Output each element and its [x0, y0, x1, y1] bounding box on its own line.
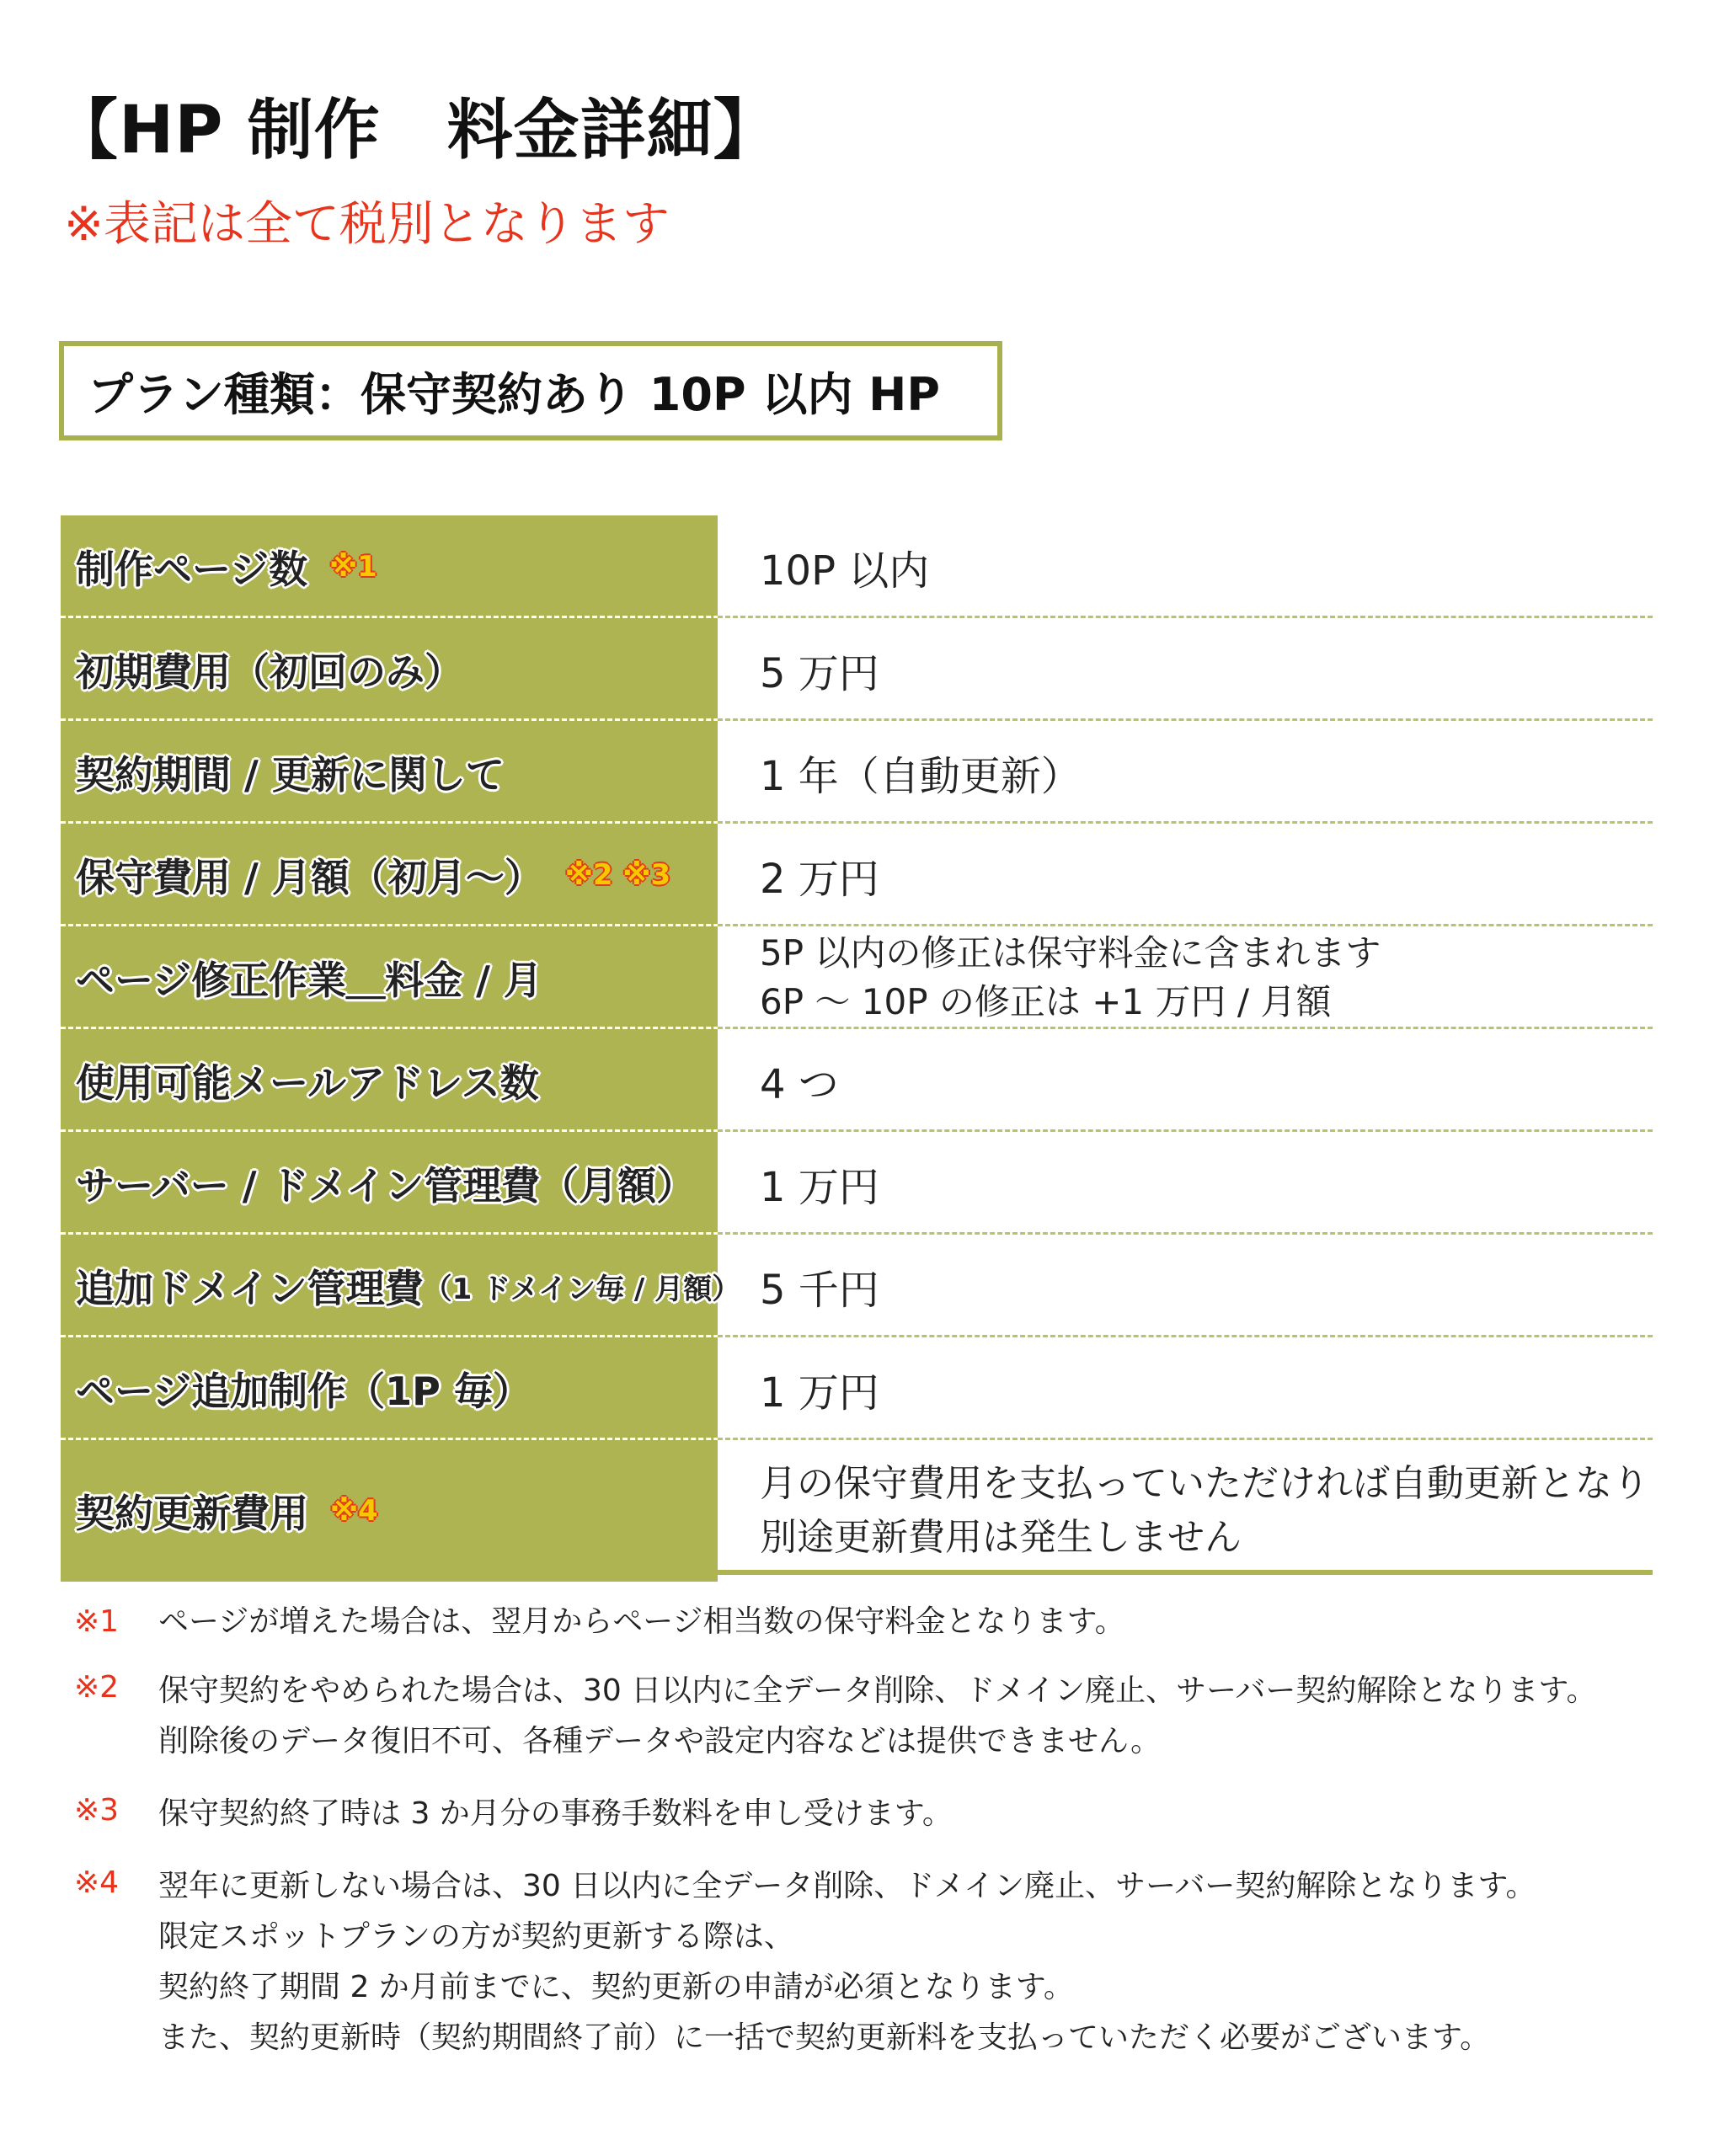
page-title: 【HP 制作 料金詳細】 [52, 93, 780, 168]
row-label: ページ追加制作（1P 毎） [61, 1337, 718, 1440]
table-row [61, 618, 1653, 721]
row-label: 契約期間 / 更新に関して [61, 721, 718, 824]
row-value: 5P 以内の修正は保守料金に含まれます 6P 〜 10P の修正は +1 万円 / 月額 [760, 932, 1381, 1022]
footnote-text: ページが増えた場合は、翌月からページ相当数の保守料金となります。 [158, 1604, 1125, 1639]
table-row [61, 1132, 1653, 1235]
row-label: 契約更新費用 ※4 [61, 1440, 718, 1582]
table-row [61, 1235, 1653, 1337]
footnote-text: 保守契約終了時は 3 か月分の事務手数料を申し受けます。 [158, 1796, 953, 1831]
footnotes [74, 1600, 1675, 2085]
row-value: 月の保守費用を支払っていただければ自動更新となり 別途更新費用は発生しません [760, 1462, 1649, 1559]
row-value: 1 年（自動更新） [760, 752, 1082, 800]
row-label: 保守費用 / 月額（初月〜） ※2 ※3 [61, 824, 718, 926]
table-row [61, 515, 1653, 618]
footnote [74, 1600, 1675, 1644]
row-label: 使用可能メールアドレス数 [61, 1029, 718, 1132]
footnote-text: 保守契約をやめられた場合は、30 日以内に全データ削除、ドメイン廃止、サーバー契約解除となります。 削除後のデータ復旧不可、各種データや設定内容などは提供できません。 [158, 1673, 1597, 1758]
footnote-mark: ※3 [74, 1793, 120, 1828]
footnote [74, 1861, 1675, 2063]
table-row [61, 1440, 1653, 1582]
row-value: 5 万円 [760, 649, 879, 697]
plan-type-label: プラン種類：保守契約あり 10P 以内 HP [88, 367, 940, 421]
table-bottom-rule [61, 1570, 1653, 1575]
row-label: 追加ドメイン管理費 （1 ドメイン毎 / 月額） [61, 1235, 718, 1337]
row-label: ページ修正作業＿料金 / 月 [61, 926, 718, 1029]
row-value: 1 万円 [760, 1163, 879, 1211]
pricing-table [61, 515, 1653, 1582]
row-value: 2 万円 [760, 855, 879, 903]
footnote-mark: ※4 [74, 1865, 120, 1900]
footnote-mark: ※1 [74, 1604, 120, 1639]
row-label: 制作ページ数 ※1 [61, 515, 718, 618]
table-row [61, 1337, 1653, 1440]
footnote-mark: ※2 ※3 [564, 858, 671, 892]
footnote [74, 1666, 1675, 1767]
row-label: サーバー / ドメイン管理費（月額） [61, 1132, 718, 1235]
table-row [61, 721, 1653, 824]
footnote [74, 1789, 1675, 1839]
tax-note: ※表記は全て税別となります [64, 197, 670, 252]
row-value: 4 つ [760, 1060, 839, 1108]
row-label: 初期費用（初回のみ） [61, 618, 718, 721]
table-row [61, 926, 1653, 1029]
row-value: 1 万円 [760, 1369, 879, 1417]
table-row [61, 1029, 1653, 1132]
footnote-mark: ※2 [74, 1670, 120, 1705]
footnote-mark: ※1 [329, 550, 377, 584]
footnote-mark: ※4 [330, 1494, 378, 1528]
plan-type-box [59, 341, 1002, 440]
row-value: 10P 以内 [760, 547, 930, 595]
row-value: 5 千円 [760, 1266, 879, 1314]
footnote-text: 翌年に更新しない場合は、30 日以内に全データ削除、ドメイン廃止、サーバー契約解除となります。 限定スポットプランの方が契約更新する際は、 契約終了期間 2 か月前までに、契約更新の申請が必須となります。 また、契約更新時（契約期間終了前）に一括で契約更新料を支払っていただく必要がございます。 [158, 1869, 1536, 2055]
table-row [61, 824, 1653, 926]
